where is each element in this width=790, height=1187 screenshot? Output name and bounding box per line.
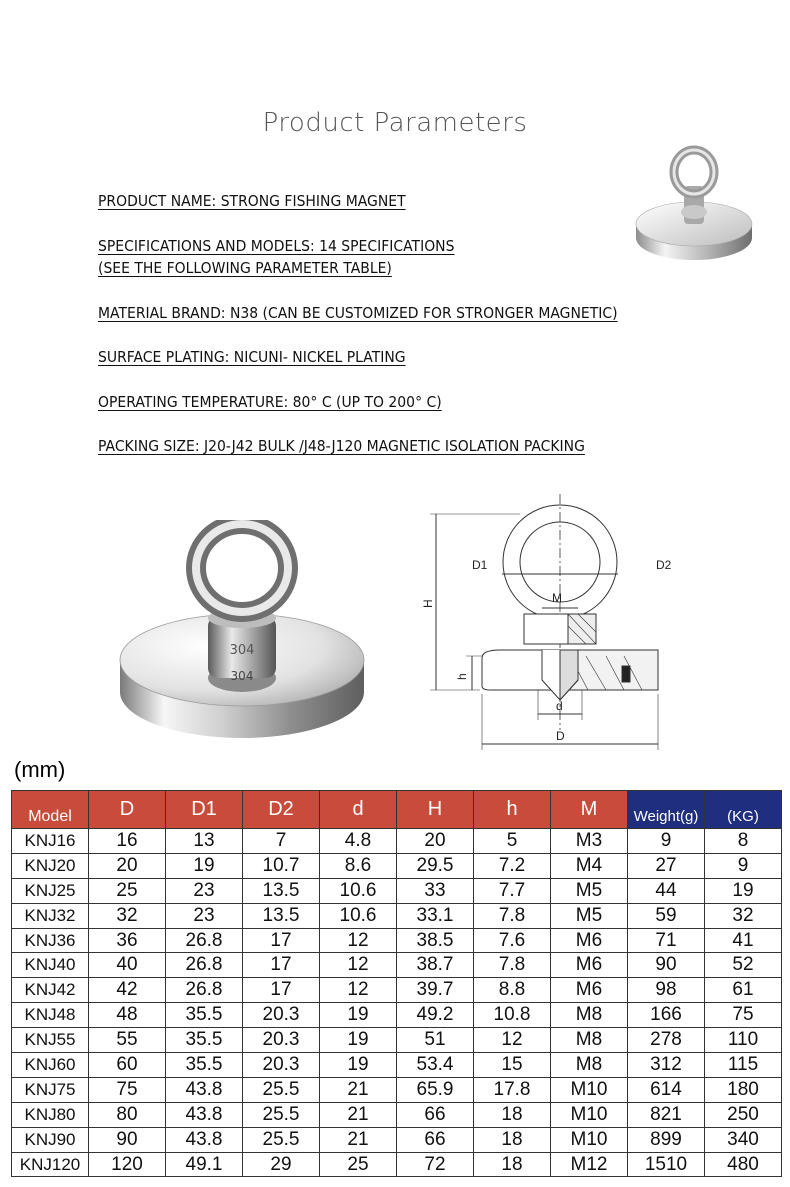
table-cell: 25	[89, 878, 166, 903]
table-cell: 4.8	[320, 829, 397, 854]
table-cell: 90	[89, 1127, 166, 1152]
table-cell: 20.3	[243, 1003, 320, 1028]
table-cell: 10.7	[243, 853, 320, 878]
technical-drawing	[410, 490, 700, 755]
header-model: Model	[12, 791, 89, 829]
spec-material-brand: MATERIAL BRAND: N38 (CAN BE CUSTOMIZED FOR STRONGER MAGNETIC)	[98, 304, 618, 322]
table-cell: 43.8	[166, 1127, 243, 1152]
table-cell: KNJ20	[12, 853, 89, 878]
label-m: M	[552, 591, 562, 605]
table-cell: M5	[551, 903, 628, 928]
table-cell: M8	[551, 1053, 628, 1078]
table-cell: 1510	[628, 1152, 705, 1177]
table-row	[12, 1028, 782, 1053]
spec-product-name: PRODUCT NAME: STRONG FISHING MAGNET	[98, 192, 406, 210]
table-cell: 42	[89, 978, 166, 1003]
table-cell: 17	[243, 953, 320, 978]
table-cell: 16	[89, 829, 166, 854]
table-cell: 26.8	[166, 953, 243, 978]
table-cell: 72	[397, 1152, 474, 1177]
table-row	[12, 978, 782, 1003]
label-h-upper: H	[421, 599, 435, 608]
stamp-text-top: 304	[229, 643, 255, 658]
table-cell: 7.8	[474, 953, 551, 978]
table-cell: 32	[89, 903, 166, 928]
table-cell: 15	[474, 1053, 551, 1078]
table-cell: 5	[474, 829, 551, 854]
magnet-thumbnail	[630, 142, 758, 266]
table-cell: 110	[705, 1028, 782, 1053]
table-cell: 18	[474, 1152, 551, 1177]
label-d1: D1	[472, 558, 488, 572]
table-cell: M4	[551, 853, 628, 878]
table-cell: 25.5	[243, 1077, 320, 1102]
table-cell: 821	[628, 1102, 705, 1127]
table-header-row	[12, 791, 782, 829]
table-cell: KNJ42	[12, 978, 89, 1003]
table-cell: KNJ90	[12, 1127, 89, 1152]
table-cell: 20	[89, 853, 166, 878]
table-cell: 35.5	[166, 1028, 243, 1053]
table-cell: 20.3	[243, 1028, 320, 1053]
table-cell: 33	[397, 878, 474, 903]
table-cell: KNJ55	[12, 1028, 89, 1053]
table-cell: M10	[551, 1102, 628, 1127]
table-row	[12, 1053, 782, 1078]
table-cell: 7.8	[474, 903, 551, 928]
table-cell: 21	[320, 1077, 397, 1102]
table-cell: 250	[705, 1102, 782, 1127]
table-cell: M8	[551, 1028, 628, 1053]
page-title: Product Parameters	[262, 108, 528, 138]
table-cell: 38.7	[397, 953, 474, 978]
table-cell: M8	[551, 1003, 628, 1028]
spec-specifications: SPECIFICATIONS AND MODELS: 14 SPECIFICATIONS	[98, 237, 455, 255]
header-kg: (KG)	[705, 791, 782, 829]
table-cell: 614	[628, 1077, 705, 1102]
table-cell: 60	[89, 1053, 166, 1078]
header-d-small: d	[320, 791, 397, 829]
table-cell: 26.8	[166, 928, 243, 953]
table-cell: KNJ36	[12, 928, 89, 953]
table-cell: KNJ120	[12, 1152, 89, 1177]
table-cell: 10.8	[474, 1003, 551, 1028]
table-cell: 41	[705, 928, 782, 953]
table-cell: 7.7	[474, 878, 551, 903]
table-cell: 49.2	[397, 1003, 474, 1028]
table-cell: 65.9	[397, 1077, 474, 1102]
table-cell: 12	[474, 1028, 551, 1053]
table-row	[12, 1152, 782, 1177]
table-cell: 7.6	[474, 928, 551, 953]
table-cell: 75	[89, 1077, 166, 1102]
table-cell: 20.3	[243, 1053, 320, 1078]
magnet-photo	[112, 520, 372, 752]
table-cell: 480	[705, 1152, 782, 1177]
table-row	[12, 1127, 782, 1152]
table-cell: 10.6	[320, 903, 397, 928]
table-cell: 26.8	[166, 978, 243, 1003]
table-cell: 278	[628, 1028, 705, 1053]
table-cell: 180	[705, 1077, 782, 1102]
table-cell: KNJ40	[12, 953, 89, 978]
table-cell: 20	[397, 829, 474, 854]
table-cell: 32	[705, 903, 782, 928]
table-cell: M10	[551, 1077, 628, 1102]
table-cell: M5	[551, 878, 628, 903]
table-cell: 8.8	[474, 978, 551, 1003]
spec-specifications-note: (SEE THE FOLLOWING PARAMETER TABLE)	[98, 259, 392, 277]
table-row	[12, 829, 782, 854]
table-cell: KNJ80	[12, 1102, 89, 1127]
table-cell: 35.5	[166, 1003, 243, 1028]
table-cell: 13	[166, 829, 243, 854]
header-d1: D1	[166, 791, 243, 829]
table-cell: KNJ60	[12, 1053, 89, 1078]
table-row	[12, 928, 782, 953]
table-cell: 40	[89, 953, 166, 978]
table-cell: 33.1	[397, 903, 474, 928]
table-cell: 43.8	[166, 1102, 243, 1127]
table-cell: 80	[89, 1102, 166, 1127]
table-row	[12, 878, 782, 903]
table-row	[12, 1102, 782, 1127]
table-cell: 52	[705, 953, 782, 978]
table-cell: 23	[166, 903, 243, 928]
table-cell: 43.8	[166, 1077, 243, 1102]
table-cell: 312	[628, 1053, 705, 1078]
label-d-small: d	[556, 699, 563, 713]
table-row	[12, 853, 782, 878]
table-cell: 19	[320, 1053, 397, 1078]
table-cell: 166	[628, 1003, 705, 1028]
table-cell: 19	[705, 878, 782, 903]
table-cell: 19	[166, 853, 243, 878]
table-cell: 53.4	[397, 1053, 474, 1078]
table-cell: M12	[551, 1152, 628, 1177]
table-cell: M10	[551, 1127, 628, 1152]
table-cell: M6	[551, 928, 628, 953]
table-row	[12, 953, 782, 978]
spec-operating-temperature: OPERATING TEMPERATURE: 80° C (UP TO 200° C)	[98, 393, 442, 411]
table-cell: 59	[628, 903, 705, 928]
table-cell: 29.5	[397, 853, 474, 878]
table-cell: 17	[243, 978, 320, 1003]
header-m: M	[551, 791, 628, 829]
table-cell: KNJ48	[12, 1003, 89, 1028]
table-cell: 10.6	[320, 878, 397, 903]
header-d2: D2	[243, 791, 320, 829]
table-cell: 49.1	[166, 1152, 243, 1177]
table-cell: 7	[243, 829, 320, 854]
table-cell: 75	[705, 1003, 782, 1028]
table-cell: 27	[628, 853, 705, 878]
table-cell: 19	[320, 1003, 397, 1028]
table-cell: 17	[243, 928, 320, 953]
table-row	[12, 903, 782, 928]
header-h-small: h	[474, 791, 551, 829]
table-cell: 18	[474, 1127, 551, 1152]
table-cell: 48	[89, 1003, 166, 1028]
label-h-lower: h	[455, 673, 469, 680]
table-cell: 23	[166, 878, 243, 903]
table-cell: 44	[628, 878, 705, 903]
table-cell: 21	[320, 1102, 397, 1127]
label-d2: D2	[656, 558, 672, 572]
table-cell: 9	[628, 829, 705, 854]
table-cell: M6	[551, 978, 628, 1003]
table-cell: 8.6	[320, 853, 397, 878]
table-cell: 25	[320, 1152, 397, 1177]
table-cell: 21	[320, 1127, 397, 1152]
unit-label: (mm)	[14, 757, 66, 782]
table-cell: KNJ25	[12, 878, 89, 903]
table-cell: KNJ75	[12, 1077, 89, 1102]
parameter-table	[11, 790, 782, 1177]
table-cell: 899	[628, 1127, 705, 1152]
table-cell: KNJ16	[12, 829, 89, 854]
table-cell: 7.2	[474, 853, 551, 878]
table-cell: 55	[89, 1028, 166, 1053]
table-cell: M3	[551, 829, 628, 854]
table-cell: 19	[320, 1028, 397, 1053]
table-cell: 120	[89, 1152, 166, 1177]
table-cell: 35.5	[166, 1053, 243, 1078]
table-cell: 115	[705, 1053, 782, 1078]
header-weight: Weight(g)	[628, 791, 705, 829]
table-cell: 13.5	[243, 878, 320, 903]
table-cell: 90	[628, 953, 705, 978]
table-cell: 340	[705, 1127, 782, 1152]
table-cell: 25.5	[243, 1127, 320, 1152]
table-cell: 12	[320, 953, 397, 978]
table-cell: 18	[474, 1102, 551, 1127]
table-cell: 13.5	[243, 903, 320, 928]
table-cell: 17.8	[474, 1077, 551, 1102]
table-cell: 25.5	[243, 1102, 320, 1127]
label-d: D	[556, 729, 565, 743]
table-cell: 8	[705, 829, 782, 854]
table-cell: 71	[628, 928, 705, 953]
table-cell: 51	[397, 1028, 474, 1053]
table-cell: 38.5	[397, 928, 474, 953]
table-cell: 12	[320, 978, 397, 1003]
table-cell: 12	[320, 928, 397, 953]
table-cell: KNJ32	[12, 903, 89, 928]
stamp-text-bottom: 304	[230, 669, 254, 683]
table-cell: 39.7	[397, 978, 474, 1003]
table-cell: 66	[397, 1102, 474, 1127]
header-d: D	[89, 791, 166, 829]
table-cell: M6	[551, 953, 628, 978]
table-cell: 61	[705, 978, 782, 1003]
table-row	[12, 1077, 782, 1102]
table-cell: 66	[397, 1127, 474, 1152]
spec-packing-size: PACKING SIZE: J20-J42 BULK /J48-J120 MAGNETIC ISOLATION PACKING	[98, 437, 585, 455]
spec-surface-plating: SURFACE PLATING: NICUNI- NICKEL PLATING	[98, 348, 406, 366]
table-cell: 98	[628, 978, 705, 1003]
header-h: H	[397, 791, 474, 829]
table-cell: 36	[89, 928, 166, 953]
table-cell: 9	[705, 853, 782, 878]
table-row	[12, 1003, 782, 1028]
table-cell: 29	[243, 1152, 320, 1177]
